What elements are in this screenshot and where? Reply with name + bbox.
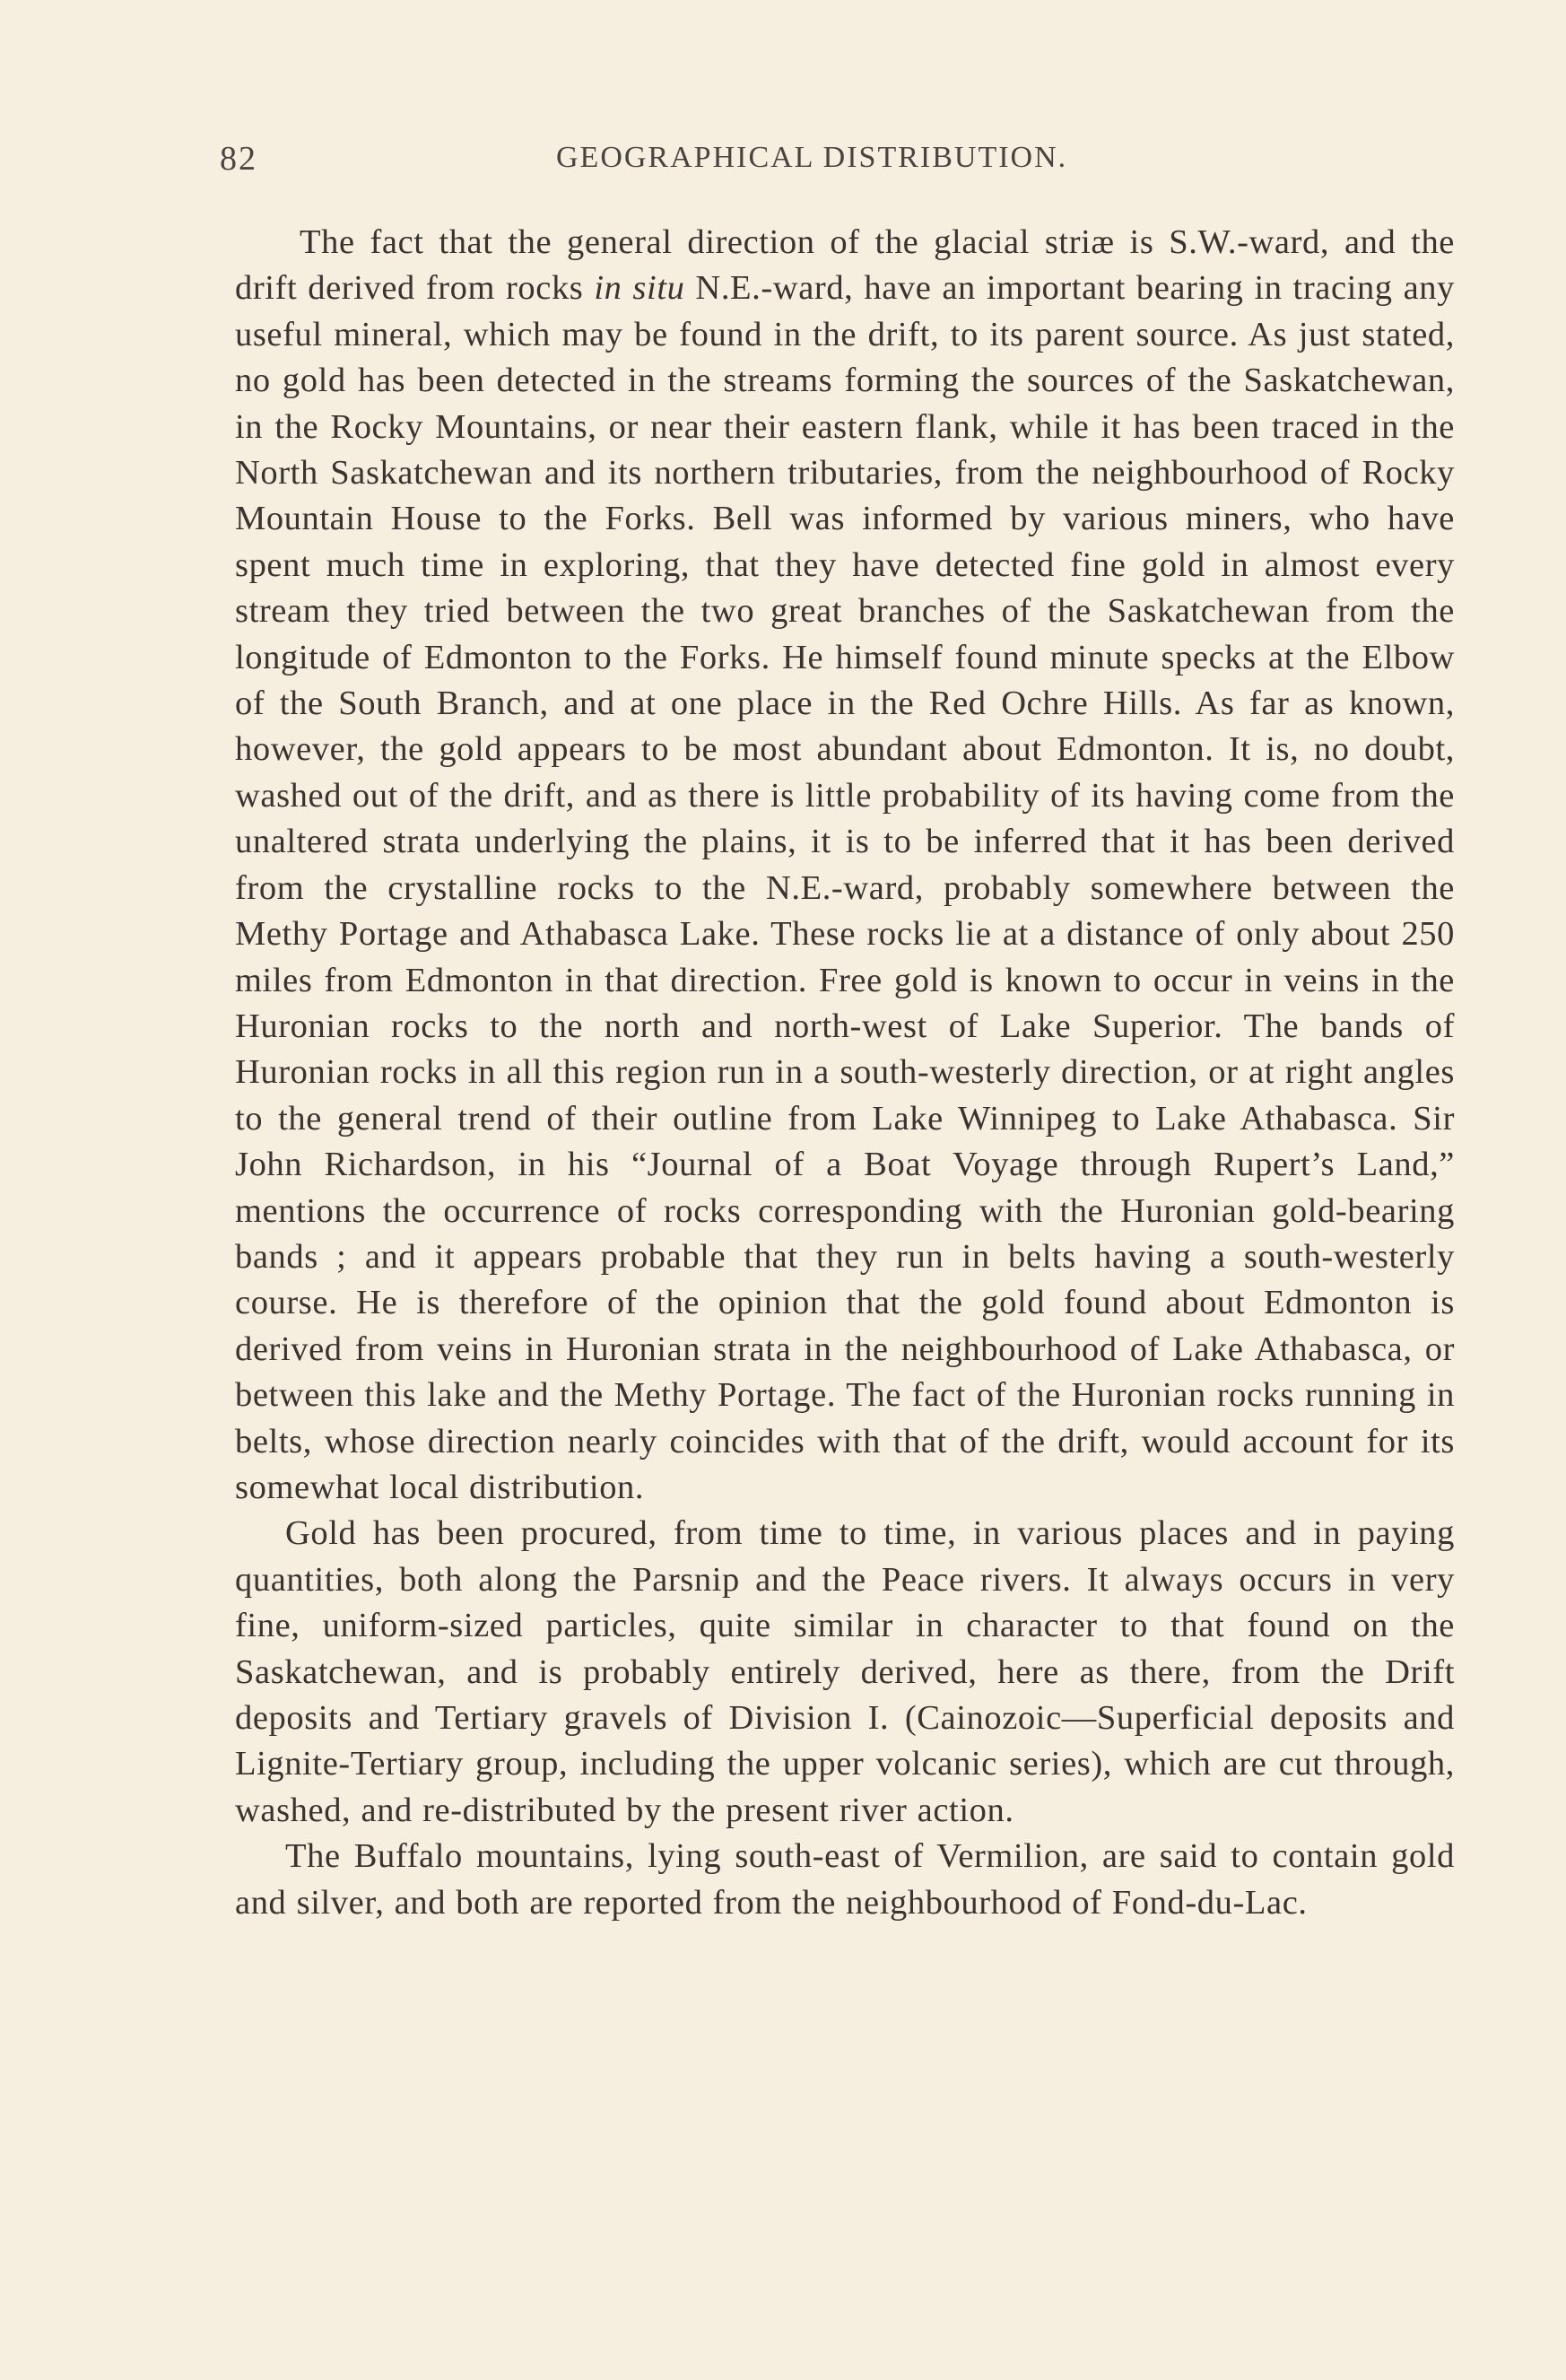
paragraph-3: The Buffalo mountains, lying south-east of Vermilion, are said to contain gold and silver, and both are reported from the neighbourhood of Fond-du-Lac.: [235, 1837, 1455, 1922]
page-number: 82: [220, 140, 257, 178]
running-head: GEOGRAPHICAL DISTRIBUTION.: [556, 141, 1068, 174]
italic-phrase: in situ: [594, 269, 685, 308]
paragraph-1-start: The fact that the general direction of the glacial striæ is S.W.-ward, and the drift derived from rocks: [235, 223, 1455, 308]
page-header: [220, 139, 1457, 193]
paragraph-1-rest: N.E.-ward, have an important bearing in tracing any useful mineral, which may be found in the drift, to its parent source. As just stated, no gold has been detected in the streams forming the sources of the Saskatchewan, in the Rocky Mountains, or near their eastern flank, while it has been traced in the North Saskatchewan and its northern tributaries, from the neighbourhood of Rocky Mountain House to the Forks. Bell was informed by various miners, who have spent much time in exploring, that they have detected fine gold in almost every stream they tried between the two great branches of the Saskatchewan from the longitude of Edmonton to the Forks. He himself found minute specks at the Elbow of the South Branch, and at one place in the Red Ochre Hills. As far as known, however, the gold appears to be most abundant about Edmonton. It is, no doubt, washed out of the drift, and as there is little probability of its having come from the unaltered strata underlying the plains, it is to be inferred that it has been derived from the crystalline rocks to the N.E.-ward, probably somewhere between the Methy Portage and Athabasca Lake. These rocks lie at a distance of only about 250 miles from Edmonton in that direction. Free gold is known to occur in veins in the Huronian rocks to the north and north-west of Lake Superior. The bands of Huronian rocks in all this region run in a south-westerly direction, or at right angles to the general trend of their outline from Lake Winnipeg to Lake Athabasca. Sir John Richardson, in his “Journal of a Boat Voyage through Rupert’s Land,” mentions the occurrence of rocks corresponding with the Huronian gold-bearing bands ; and it appears probable that they run in belts having a south-westerly course. He is therefore of the opinion that the gold found about Edmonton is derived from veins in Huronian strata in the neighbourhood of Lake Athabasca, or between this lake and the Methy Portage. The fact of the Huronian rocks running in belts, whose direction nearly coincides with that of the drift, would account for its somewhat local distribution.: [235, 269, 1455, 1506]
body-text: [235, 220, 1455, 1926]
paragraph-2: Gold has been procured, from time to time, in various places and in paying quantities, both along the Parsnip and the Peace rivers. It always occurs in very fine, uniform-sized particles, quite similar in character to that found on the Saskatchewan, and is probably entirely derived, here as there, from the Drift deposits and Tertiary gravels of Division I. (Cainozoic—Superficial deposits and Lignite-Tertiary group, including the upper volcanic series), which are cut through, washed, and re-distributed by the present river action.: [235, 1514, 1455, 1829]
paragraph-1: [235, 220, 1455, 1511]
